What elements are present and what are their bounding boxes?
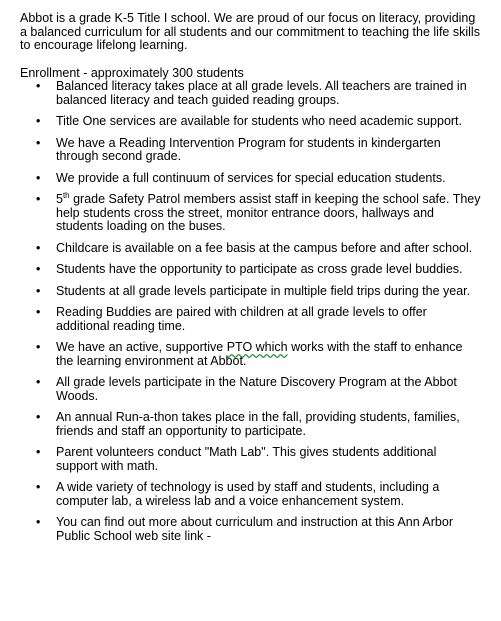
- list-item-text: [56, 192, 481, 233]
- list-item: [20, 172, 481, 186]
- bullet-icon: •: [36, 340, 41, 354]
- bullet-icon: •: [36, 480, 41, 494]
- bullet-icon: •: [36, 283, 41, 298]
- bullet-icon: •: [36, 114, 41, 128]
- list-item-post: works with the staff to enhance the learning environment at Abbot.: [56, 340, 463, 368]
- list-item-text: We have a Reading Intervention Program for students in kindergarten through second grade.: [56, 135, 441, 163]
- list-item: [20, 306, 481, 333]
- list-item-text: Childcare is available on a fee basis at the campus before and after school.: [56, 240, 473, 255]
- list-item: [20, 137, 481, 164]
- list-item-text: Balanced literacy takes place at all grade levels. All teachers are trained in balanced literacy and teach guided reading groups.: [56, 79, 467, 107]
- list-item-text: Reading Buddies are paired with children at all grade levels to offer additional reading time.: [56, 305, 427, 333]
- bullet-icon: •: [36, 445, 41, 459]
- list-item-text: A wide variety of technology is used by staff and students, including a computer lab, a wireless lab and a voice enhancement system.: [56, 480, 440, 508]
- list-item-text: Parent volunteers conduct "Math Lab". This gives students additional support with math.: [56, 445, 437, 473]
- list-item-text: We provide a full continuum of services for special education students.: [56, 170, 446, 185]
- bullet-icon: •: [36, 192, 41, 206]
- list-item: [20, 115, 481, 129]
- list-item-text: You can find out more about curriculum and instruction at this Ann Arbor Public School web site link -: [56, 515, 453, 543]
- list-item: [20, 263, 481, 277]
- bullet-icon: •: [36, 240, 41, 255]
- list-item: [20, 446, 481, 473]
- list-item-text: An annual Run-a-thon takes place in the fall, providing students, families, friends and staff an opportunity to participate.: [56, 410, 460, 438]
- intro-paragraph: Abbot is a grade K-5 Title I school. We are proud of our focus on literacy, providing a balanced curriculum for all students and our commitment to teaching the life skills to encourage lifelong learning.: [20, 11, 480, 52]
- list-item: [20, 481, 481, 508]
- bullet-icon: •: [36, 375, 41, 389]
- list-item-text: All grade levels participate in the Nature Discovery Program at the Abbot Woods.: [56, 375, 457, 403]
- bullet-icon: •: [36, 262, 41, 276]
- list-item-text: [56, 340, 462, 368]
- list-item: [20, 411, 481, 438]
- list-item: [20, 80, 481, 107]
- list-item: [20, 376, 481, 403]
- bullet-icon: •: [36, 515, 41, 529]
- grammar-underlined-text: PTO which: [226, 340, 288, 354]
- list-item-rest: grade Safety Patrol members assist staff in keeping the school safe. They help students cross the street, monitor entrance doors, hallways and students loading on the buses.: [56, 192, 481, 233]
- list-item: [20, 285, 481, 299]
- ordinal-superscript: th: [62, 190, 70, 200]
- list-item: [20, 516, 481, 543]
- bullet-icon: •: [36, 135, 41, 150]
- list-item-text: Students at all grade levels participate in multiple field trips during the year.: [56, 283, 471, 298]
- bullet-icon: •: [36, 410, 41, 424]
- bullet-icon: •: [36, 170, 41, 185]
- list-item: [20, 242, 481, 256]
- list-item-text: Title One services are available for students who need academic support.: [56, 114, 462, 128]
- grade-number: 5: [56, 192, 63, 206]
- bullet-icon: •: [36, 79, 41, 93]
- list-item-text: Students have the opportunity to participate as cross grade level buddies.: [56, 262, 463, 276]
- list-item: [20, 190, 481, 234]
- bullet-list: [20, 80, 481, 543]
- enrollment-heading: Enrollment - approximately 300 students: [20, 65, 244, 80]
- list-item: [20, 341, 481, 368]
- list-item-pre: We have an active, supportive: [56, 340, 227, 354]
- bullet-icon: •: [36, 305, 41, 319]
